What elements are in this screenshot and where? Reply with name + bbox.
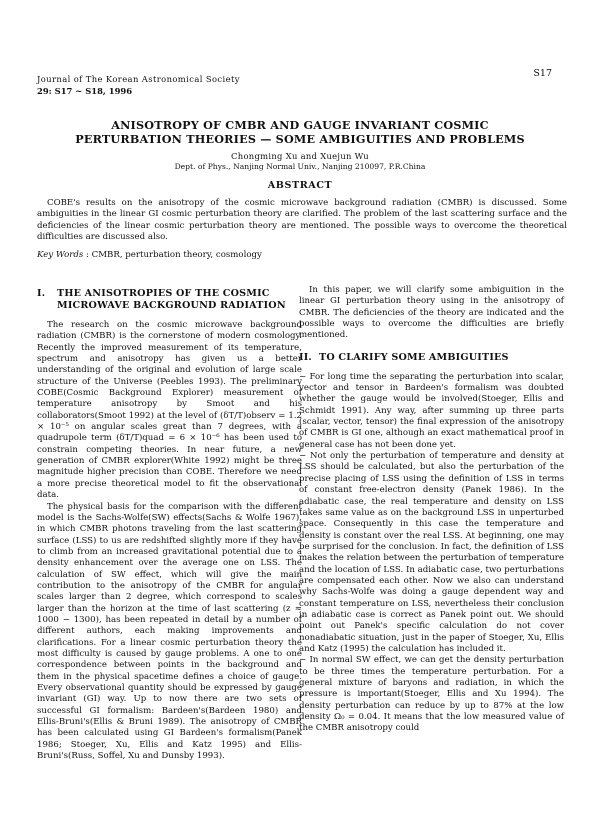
paper-title [30,118,570,146]
authors: Chongming Xu and Xuejun Wu [231,151,369,161]
section-1-paragraph-2: The physical basis for the comparison with the different model is the Sachs-Wolfe(SW) effects(Sachs & Wolfe 1967), in which CMBR photons traveling from the last scattering surface (LSS) to us are redshifted slightly more if they have to climb from an increased gravitational potential due to a density enhancement over the average one on LSS. The calculation of SW effect, which will give the main contribution to the anisotropy of the CMBR for angular scales larger than 2 degree, which correspond to scales larger than the horizon at the time of last scattering (z ≈ 1000 − 1300), has been repeated in detail by a number of different authors, each making improvements and clarifications. For a linear cosmic perturbation theory the most difficulty is caused by gauge problems. A one to one correspondence between points in the background and them in the physical spacetime defines a choice of gauge. Every observational quantity should be expressed by gauge invariant (GI) way. Up to now there are two sets of successful GI formalism: Bardeen's(Bardeen 1980) and Ellis-Bruni's(Ellis & Bruni 1989). The anisotropy of CMBR has been calculated using GI Bardeen's formalism(Panek 1986; Stoeger, Xu, Ellis and Katz 1995) and Ellis-Bruni's(Russ, Soffel, Xu and Dunsby 1993). [37,501,302,762]
section-2-item-2: − Not only the perturbation of temperature and density at LSS should be calculated, but also the perturbation of the precise placing of LSS using the definition of LSS in terms of constant free-electron density (Panek 1986). In the adiabatic case, the real temperature and density on LSS takes same value as on the background LSS in unperturbed space. Consequently in this case the temperature and density is constant over the real LSS. At beginning, one may be surprised for the conclusion. In fact, the definition of LSS makes the relation between the perturbation of temperature and the location of LSS. In adiabatic case, two perturbations are compensated each other. Now we also can understand why Sachs-Wolfe was doing a gauge dependent way and constant temperature on LSS, nevertheless their conclusion in adiabatic case is correct as Panek point out. We should point out Panek's specific calculation do not cover nonadiabatic situation, just in the paper of Stoeger, Xu, Ellis and Katz (1995) the calculation has included it. [299,451,564,654]
abstract-heading: ABSTRACT [267,180,333,191]
section-2-title: TO CLARIFY SOME AMBIGUITIES [319,351,509,363]
intro-paragraph: In this paper, we will clarify some ambiguition in the linear GI perturbation theory using in the anisotropy of CMBR. The deficiencies of the theory are indicated and the possible ways to overcome the difficulties are briefly mentioned. [299,285,564,341]
right-column [299,285,564,735]
section-2-heading [299,352,564,364]
abstract-text: COBE's results on the anisotropy of the cosmic microwave background radiation (CMBR) is discussed. Some ambiguities in the linear GI cosmic perturbation theory are clarified. The problem of the last scattering surface and the deficiencies of the linear cosmic perturbation theory are mentioned. The possible ways to overcome the theoretical difficulties are discussed also. [37,198,567,242]
journal-name: Journal of The Korean Astronomical Society [37,74,240,84]
section-1-number: I. [37,288,46,299]
section-1-heading [37,288,302,312]
keywords [37,250,567,261]
section-1-paragraph-1: The research on the cosmic microwave background radiation (CMBR) is the cornerstone of modern cosmology. Recently the improved measurement of its temperature, spectrum and anisotropy has given us a better understanding of the original and evolution of large scale structure of the Universe (Peebles 1993). The preliminary COBE(Cosmic Background Explorer) measurement of temperature anisotropy by Smoot and his collaborators(Smoot 1992) at the level of (δT/T)observ = 1.2 × 10⁻⁵ on angular scales great than 7 degrees, with a quadrupole term (δT/T)quad = 6 × 10⁻⁶ has been used to constrain competing theories. In near future, a new generation of CMBR explorer(White 1992) might be three magnitude higher precision than COBE. Therefore we need a more precise theoretical model to fit the observational data. [37,320,302,501]
paper-title-line-2: PERTURBATION THEORIES — SOME AMBIGUITIES AND PROBLEMS [75,132,525,146]
left-column [37,288,302,762]
affiliation: Dept. of Phys., Nanjing Normal Univ., Nanjing 210097, P.R.China [174,162,426,171]
paper-title-line-1: ANISOTROPY OF CMBR AND GAUGE INVARIANT COSMIC [111,118,489,132]
section-1-title: THE ANISOTROPIES OF THE COSMIC MICROWAVE BACKGROUND RADIATION [57,288,286,311]
section-2-item-3: − In normal SW effect, we can get the density perturbation to be three times the temperature perturbation. For a general mixture of baryons and radiation, in which the pressure is important(Stoeger, Ellis and Xu 1994). The density perturbation can reduce by up to 87% at the low density Ω₀ = 0.04. It means that the low measured value of the CMBR anisotropy could [299,655,564,734]
page-number: S17 [533,68,552,79]
keywords-label: Key Words [37,250,84,260]
section-2-item-1: − For long time the separating the perturbation into scalar, vector and tensor in Bardeen's formalism was doubted whether the gauge would be involved(Stoeger, Ellis and Schmidt 1991). Any way, after summing up three parts (scalar, vector, tensor) the final expression of the anisotropy of CMBR is GI one, although an exact mathematical proof in general case has not been done yet. [299,371,564,450]
keywords-text: : CMBR, perturbation theory, cosmology [86,250,262,260]
journal-volume: 29: S17 ~ S18, 1996 [37,86,133,96]
section-2-number: II. [299,351,312,363]
